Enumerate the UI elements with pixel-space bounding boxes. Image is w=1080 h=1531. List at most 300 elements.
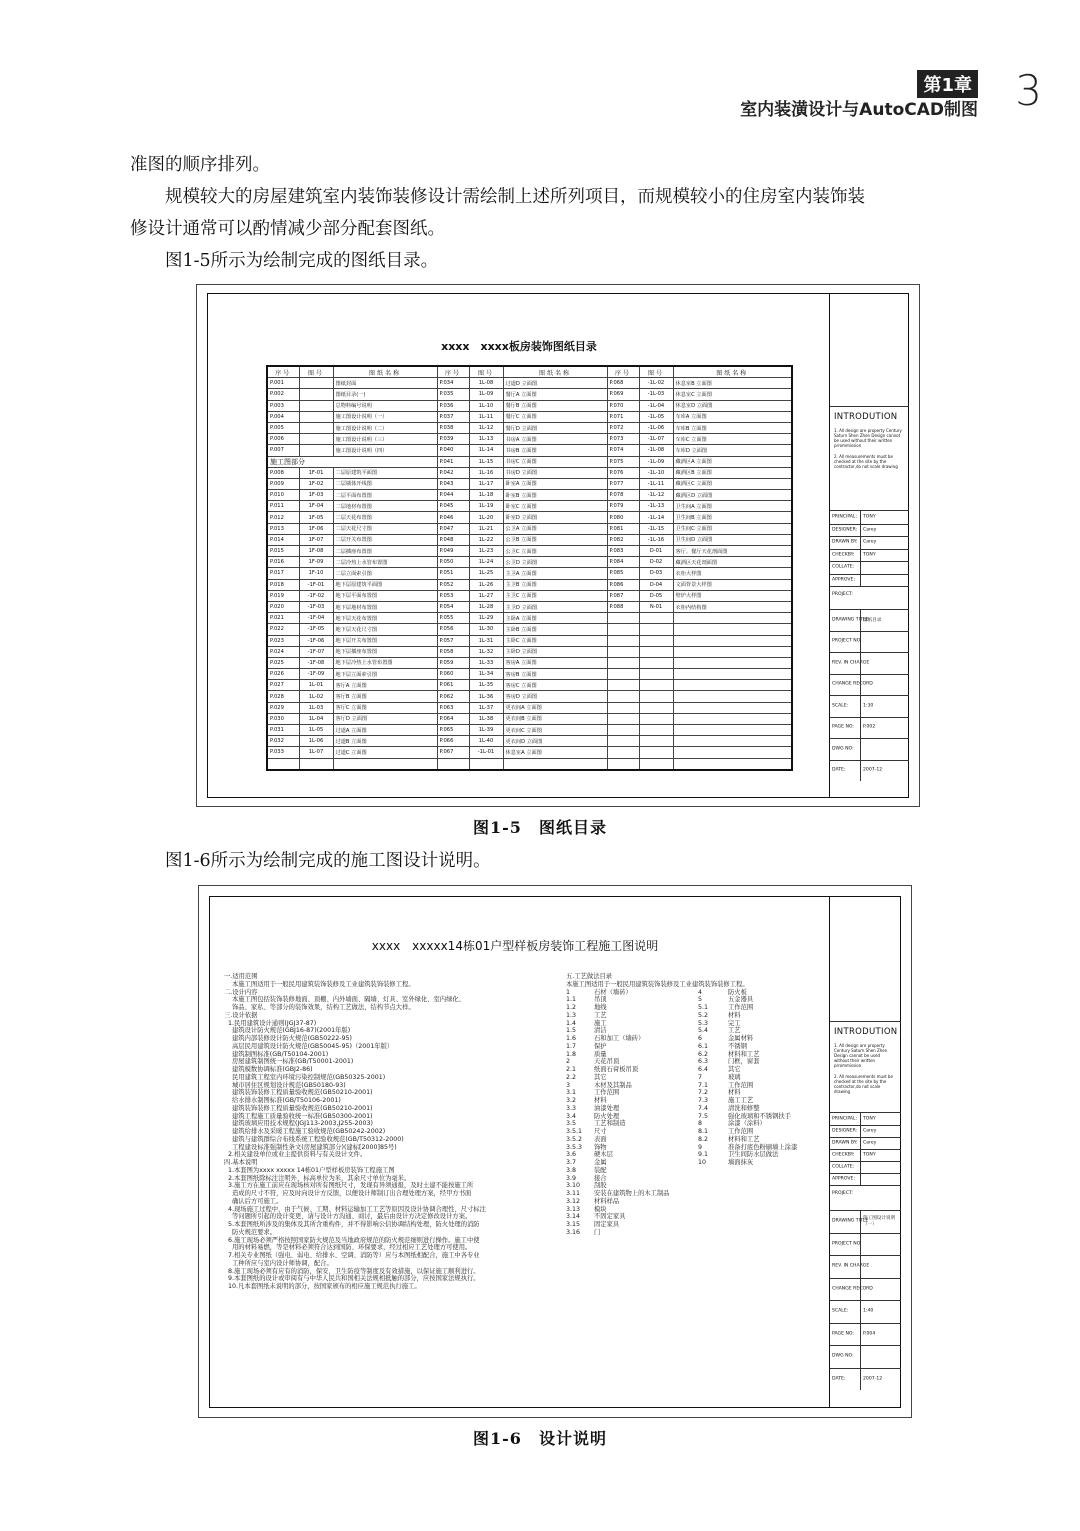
- table-cell: P.035: [437, 389, 469, 400]
- table-cell: -1F-04: [299, 613, 333, 624]
- table-cell: [299, 445, 333, 456]
- table-cell: 施工图设计说明（二）: [333, 422, 437, 433]
- divider: [860, 511, 861, 524]
- table-cell: P.085: [607, 568, 639, 579]
- title-block: [829, 294, 909, 797]
- divider: [860, 738, 861, 760]
- table-cell: 1L-13: [469, 434, 503, 445]
- table-cell: [639, 624, 673, 635]
- title-block-row: [830, 1300, 901, 1324]
- list-item-text: 6: [698, 1035, 703, 1042]
- table-cell: P.055: [437, 613, 469, 624]
- table-cell: P.027: [267, 680, 299, 691]
- table-cell: -1F-03: [299, 601, 333, 612]
- title-block-label: CHANGE RECORD: [832, 681, 873, 687]
- divider: [860, 1345, 861, 1368]
- table-cell: 1F-08: [299, 546, 333, 557]
- list-item-text: 6.1: [698, 1042, 709, 1050]
- divider: [860, 1300, 861, 1323]
- paragraph: 规模较大的房屋建筑室内装饰装修设计需绘制上述所列项目，而规模较小的住房室内装饰装: [130, 187, 865, 207]
- list-item-text: 1.7: [566, 1042, 577, 1050]
- table-row: [267, 747, 792, 758]
- table-cell: 1L-25: [469, 568, 503, 579]
- table-cell: 1L-31: [469, 635, 503, 646]
- table-cell: P.064: [437, 713, 469, 724]
- title-block-value: TONY: [863, 1116, 876, 1122]
- list-item-text: 3.1: [566, 1089, 577, 1097]
- divider: [860, 760, 861, 782]
- table-cell: -1L-07: [639, 434, 673, 445]
- list-item-text: 门: [594, 1228, 601, 1236]
- table-cell: 更衣间D 立面图: [503, 736, 607, 747]
- title-block-value: 1:30: [863, 703, 874, 709]
- list-item-text: 尺寸: [594, 1128, 607, 1135]
- list-item-text: 木材及其制品: [594, 1081, 632, 1089]
- figure-1-5-drawing: [196, 284, 920, 807]
- table-cell: P.004: [267, 411, 299, 422]
- title-block-label: SCALE:: [832, 703, 849, 709]
- table-cell: P.051: [437, 568, 469, 579]
- list-item-text: 墙面抹灰: [728, 1159, 754, 1166]
- table-cell: P.058: [437, 646, 469, 657]
- divider: [860, 1113, 861, 1125]
- table-cell: P.003: [267, 400, 299, 411]
- title-block-value: Carey: [863, 1128, 877, 1134]
- table-cell: 1F-09: [299, 557, 333, 568]
- table-row: [267, 669, 792, 680]
- title-block-row: [830, 1368, 901, 1391]
- table-cell: 主卫A 立面图: [503, 568, 607, 579]
- table-cell: 二层原建筑平面图: [333, 467, 437, 478]
- process-list-title: 五.工艺做法目录: [566, 973, 613, 980]
- table-row: [267, 534, 792, 545]
- table-cell: [639, 758, 673, 770]
- list-item-text: 5.2: [698, 1011, 709, 1019]
- table-cell: 客房D 立面图: [503, 691, 607, 702]
- list-item-text: 5.3: [698, 1019, 709, 1027]
- list-item: [566, 1104, 760, 1113]
- list-item-text: 石和加工（墙砖）: [594, 1035, 645, 1042]
- table-cell: -1L-08: [639, 445, 673, 456]
- table-cell: [639, 713, 673, 724]
- table-cell: P.010: [267, 490, 299, 501]
- table-cell: [639, 725, 673, 736]
- table-cell: 车库D 立面图: [673, 445, 792, 456]
- table-row: [267, 501, 792, 512]
- drawing-title: xxxx xxxxx14栋01户型样板房装饰工程施工图说明: [371, 939, 659, 953]
- table-cell: 1L-09: [469, 389, 503, 400]
- list-item-text: 装配: [594, 1166, 607, 1174]
- table-cell: 1L-34: [469, 669, 503, 680]
- table-cell: -1L-16: [639, 534, 673, 545]
- list-item-text: 不锈钢: [728, 1042, 747, 1050]
- table-cell: P.034: [437, 378, 469, 389]
- table-cell: P.083: [607, 546, 639, 557]
- list-item-text: 3: [566, 1081, 571, 1089]
- table-row: [267, 590, 792, 601]
- table-row: [267, 702, 792, 713]
- table-cell: 1L-35: [469, 680, 503, 691]
- table-cell: P.084: [607, 557, 639, 568]
- title-block-row: [830, 1233, 901, 1257]
- table-cell: 客厅C 立面图: [333, 702, 437, 713]
- table-cell: -1F-07: [299, 646, 333, 657]
- table-cell: P.041: [437, 456, 469, 467]
- list-item-text: 工作范围: [728, 1004, 754, 1011]
- list-item-text: 模块: [594, 1205, 607, 1213]
- drawing-frame: [207, 293, 909, 798]
- table-cell: 地下层开关布置图: [333, 635, 437, 646]
- divider: [860, 549, 861, 562]
- list-item-text: 1.4: [566, 1019, 577, 1027]
- list-item-text: 6.2: [698, 1050, 709, 1058]
- table-cell: 更衣间B 立面图: [503, 713, 607, 724]
- table-cell: P.057: [437, 635, 469, 646]
- table-cell: P.073: [607, 434, 639, 445]
- table-cell: 过道D 立面图: [503, 378, 607, 389]
- title-block-row: [830, 1255, 901, 1279]
- list-item: [566, 1012, 749, 1020]
- table-cell: -1L-05: [639, 411, 673, 422]
- list-item: [566, 1097, 754, 1105]
- list-item: [566, 1221, 749, 1229]
- table-cell: 1L-08: [469, 378, 503, 389]
- list-item-text: 石材（墙砖）: [594, 988, 632, 996]
- table-cell: 藏酒区D 立面图: [673, 490, 792, 501]
- list-item-text: 防火板: [728, 988, 747, 996]
- table-cell: -1L-14: [639, 512, 673, 523]
- table-cell: 地下层天花尺寸图: [333, 624, 437, 635]
- title-block-row: [830, 717, 909, 740]
- table-cell: [333, 758, 437, 770]
- list-item-text: 3.8: [566, 1166, 577, 1174]
- list-item-text: 3.10: [566, 1182, 581, 1190]
- list-item: [566, 996, 754, 1004]
- table-cell: P.079: [607, 501, 639, 512]
- divider: [860, 574, 861, 587]
- table-cell: 1L-07: [299, 747, 333, 758]
- table-cell: 1L-22: [469, 534, 503, 545]
- table-cell: [437, 758, 469, 770]
- title-block-row: [830, 511, 909, 525]
- paragraph: 图1-5所示为绘制完成的图纸目录。: [130, 251, 439, 271]
- list-item-text: 1.6: [566, 1035, 577, 1042]
- table-cell: -1L-09: [639, 456, 673, 467]
- table-cell: 1L-15: [469, 456, 503, 467]
- table-cell: [639, 691, 673, 702]
- table-cell: 藏酒区天花剖面图: [673, 557, 792, 568]
- list-item-text: 材料: [728, 1011, 741, 1019]
- drawing-title: xxxx xxxx板房装饰图纸目录: [441, 340, 597, 353]
- table-cell: [673, 758, 792, 770]
- table-cell: -1L-01: [469, 747, 503, 758]
- table-cell: 1L-27: [469, 590, 503, 601]
- list-item: [566, 1035, 754, 1043]
- list-item-text: 门框，窗套: [728, 1058, 760, 1066]
- table-cell: 餐厅B 立面图: [503, 400, 607, 411]
- divider: [860, 1368, 861, 1391]
- title-block-label: DATE:: [832, 767, 846, 773]
- table-cell: [299, 758, 333, 770]
- list-item-text: 工作范围: [728, 1128, 754, 1135]
- table-cell: 1L-05: [299, 725, 333, 736]
- title-block-label: PAGE NO:: [832, 724, 854, 730]
- table-cell: 文面背景大样图: [673, 579, 792, 590]
- list-item-text: 3.6: [566, 1151, 577, 1159]
- table-cell: 休息室B 立面图: [673, 378, 792, 389]
- divider: [860, 524, 861, 537]
- table-cell: 1F-05: [299, 512, 333, 523]
- table-row: [267, 713, 792, 724]
- list-item-text: 油漆处理: [594, 1104, 620, 1112]
- table-cell: D-04: [639, 579, 673, 590]
- list-item: [566, 1213, 749, 1221]
- title-block-label: CHANGE RECORD: [832, 1286, 873, 1292]
- table-cell: 藏酒区C 立面图: [673, 478, 792, 489]
- table-cell: P.048: [437, 534, 469, 545]
- table-row: [267, 478, 792, 489]
- table-cell: 过道A 立面图: [333, 725, 437, 736]
- title-block-label: PROJECT:: [832, 1191, 853, 1196]
- table-row: [267, 758, 792, 770]
- table-row: [267, 601, 792, 612]
- table-cell: P.025: [267, 657, 299, 668]
- table-cell: 1L-04: [299, 713, 333, 724]
- table-cell: 壁炉大样图: [673, 590, 792, 601]
- table-cell: [299, 400, 333, 411]
- table-cell: P.046: [437, 512, 469, 523]
- table-cell: [607, 613, 639, 624]
- figure-caption: 图1-6 设计说明: [473, 1429, 607, 1448]
- table-row: [267, 389, 792, 400]
- column-header: 图纸名称: [673, 366, 792, 378]
- list-item-text: 9: [698, 1143, 703, 1151]
- table-cell: 主卧C 立面图: [503, 635, 607, 646]
- table-cell: P.049: [437, 546, 469, 557]
- title-block-row: [830, 536, 909, 550]
- list-item-text: 工作范围: [728, 1081, 754, 1089]
- table-row: [267, 546, 792, 557]
- table-cell: P.038: [437, 422, 469, 433]
- table-cell: P.031: [267, 725, 299, 736]
- intro-heading: INTRODUTION: [834, 412, 898, 422]
- table-cell: [607, 657, 639, 668]
- table-cell: P.053: [437, 590, 469, 601]
- table-cell: P.042: [437, 467, 469, 478]
- table-cell: 1L-14: [469, 445, 503, 456]
- table-row: [267, 456, 792, 467]
- table-cell: 过道C 立面图: [333, 747, 437, 758]
- table-cell: -1L-06: [639, 422, 673, 433]
- list-item-text: 7.3: [698, 1097, 709, 1104]
- list-item-text: 5.4: [698, 1027, 709, 1035]
- list-item-text: 接合: [594, 1174, 607, 1182]
- title-block-label: DRAWN BY:: [832, 539, 858, 545]
- divider: [860, 1149, 861, 1161]
- table-cell: 1L-32: [469, 646, 503, 657]
- title-block-row: [830, 760, 909, 782]
- table-cell: 1L-21: [469, 523, 503, 534]
- table-cell: 1L-36: [469, 691, 503, 702]
- list-item: [566, 1167, 749, 1175]
- table-cell: 卧室C 立面图: [503, 501, 607, 512]
- table-cell: [503, 758, 607, 770]
- table-cell: 客房B 立面图: [503, 669, 607, 680]
- table-cell: 卫生间A 立面图: [673, 501, 792, 512]
- table-cell: P.006: [267, 434, 299, 445]
- table-cell: P.071: [607, 411, 639, 422]
- table-cell: 书房A 立面图: [503, 434, 607, 445]
- list-item-text: 其它: [728, 1066, 741, 1073]
- table-row: [267, 434, 792, 445]
- table-cell: -1L-13: [639, 501, 673, 512]
- table-cell: 二层天花布置图: [333, 512, 437, 523]
- list-item: [566, 1128, 754, 1136]
- table-cell: 卫生间D 立面图: [673, 534, 792, 545]
- divider: [860, 561, 861, 574]
- table-cell: 1L-40: [469, 736, 503, 747]
- divider: [860, 1278, 861, 1301]
- list-item-text: 9.1: [698, 1151, 709, 1159]
- list-item-text: 硬木层: [594, 1151, 613, 1159]
- intro-note: 2. All measurements must be checked at the site by the contractor,do not scale drawing: [834, 1074, 893, 1094]
- table-cell: 1F-04: [299, 501, 333, 512]
- table-cell: D-05: [639, 590, 673, 601]
- table-cell: P.082: [607, 534, 639, 545]
- table-cell: 地下层天花布置图: [333, 613, 437, 624]
- process-list-intro: 本施工图适用于一般民用建筑装饰装修及工业建筑装饰装修工程。: [566, 980, 749, 988]
- list-item-text: 5: [698, 996, 703, 1004]
- list-item-text: 7.5: [698, 1112, 709, 1120]
- table-cell: D-01: [639, 546, 673, 557]
- title-block-row: [830, 695, 909, 718]
- table-cell: P.024: [267, 646, 299, 657]
- list-item-text: 6.3: [698, 1058, 709, 1066]
- table-cell: 二层立面索引图: [333, 568, 437, 579]
- table-row: [267, 725, 792, 736]
- table-cell: 1L-26: [469, 579, 503, 590]
- title-block-label: COLLATE:: [832, 564, 855, 570]
- title-block-row: [830, 631, 909, 654]
- table-cell: 地下层冷热上水管布置图: [333, 657, 437, 668]
- table-cell: 客厅B 立面图: [333, 691, 437, 702]
- table-cell: [673, 747, 792, 758]
- intro-note: 1. All design are property Century Saturn Shen Zhen Design cannot be used without their written prrommission: [834, 1043, 888, 1068]
- table-cell: P.045: [437, 501, 469, 512]
- table-row: [267, 579, 792, 590]
- table-cell: 二层墙体开线图: [333, 478, 437, 489]
- table-row: [267, 635, 792, 646]
- title-block-row: [830, 586, 909, 610]
- table-cell: -1F-09: [299, 669, 333, 680]
- list-item-text: 8: [698, 1120, 703, 1128]
- table-row: [267, 400, 792, 411]
- table-cell: P.014: [267, 534, 299, 545]
- list-item-text: 3.2: [566, 1097, 577, 1104]
- table-cell: [673, 657, 792, 668]
- table-cell: [607, 691, 639, 702]
- title-block-value: Carey: [863, 539, 877, 545]
- list-item-text: 纸面石膏板吊顶: [594, 1066, 639, 1073]
- list-item-text: 玻璃: [728, 1073, 741, 1081]
- list-item-text: 工作范围: [594, 1089, 620, 1097]
- list-item-text: 地线: [594, 1004, 607, 1011]
- table-cell: 二层插座布置图: [333, 546, 437, 557]
- table-cell: [673, 680, 792, 691]
- table-cell: [607, 736, 639, 747]
- table-cell: 过道B 立面图: [333, 736, 437, 747]
- table-cell: 卧室B 立面图: [503, 490, 607, 501]
- list-item-text: 材料: [728, 1089, 741, 1097]
- title-block-row: [830, 1323, 901, 1347]
- table-cell: 1F-06: [299, 523, 333, 534]
- title-block-label: PROJECT NO.: [832, 1241, 862, 1247]
- list-item-text: 天花吊顶: [594, 1058, 620, 1066]
- list-item: [566, 1151, 779, 1159]
- title-block-value: TONY: [863, 552, 876, 558]
- title-block-value: 2007-12: [863, 1376, 883, 1382]
- table-cell: P.072: [607, 422, 639, 433]
- list-item-text: 7.1: [698, 1081, 709, 1089]
- list-item: [566, 1066, 749, 1074]
- table-cell: [639, 680, 673, 691]
- divider: [860, 1323, 861, 1346]
- drawing-frame: [209, 896, 901, 1408]
- list-item-text: 五金器具: [728, 996, 754, 1004]
- table-cell: P.054: [437, 601, 469, 612]
- list-item: [566, 1190, 749, 1198]
- table-header-row: [267, 366, 792, 378]
- list-item-text: 工艺: [728, 1027, 741, 1035]
- title-block-value: P.004: [863, 1331, 876, 1337]
- list-item-text: 3.12: [566, 1197, 581, 1205]
- table-cell: [673, 624, 792, 635]
- table-cell: P.012: [267, 512, 299, 523]
- table-cell: P.050: [437, 557, 469, 568]
- title-block-row: [830, 1210, 901, 1234]
- table-cell: [299, 411, 333, 422]
- table-cell: P.039: [437, 434, 469, 445]
- list-item-text: 安装在建筑物上的木工制品: [594, 1190, 670, 1197]
- table-cell: 1L-39: [469, 725, 503, 736]
- table-cell: [673, 702, 792, 713]
- list-item-text: 施工: [594, 1019, 607, 1027]
- table-cell: 二层平面布置图: [333, 490, 437, 501]
- table-row: [267, 680, 792, 691]
- table-cell: [607, 646, 639, 657]
- table-cell: P.076: [607, 467, 639, 478]
- divider: [860, 652, 861, 674]
- table-cell: 地下层立面索引图: [333, 669, 437, 680]
- title-block-row: [830, 1345, 901, 1369]
- list-item: [566, 1159, 754, 1167]
- title-block-row: [830, 1021, 901, 1113]
- title-block-label: DRAWING TITLE: [832, 1218, 869, 1224]
- book-title: 室内装潢设计与AutoCAD制图: [740, 100, 978, 120]
- list-item-text: 质量: [594, 1050, 607, 1058]
- title-block-value: P.002: [863, 724, 876, 730]
- table-cell: -1L-04: [639, 400, 673, 411]
- list-item-text: 3.5.3: [566, 1143, 583, 1151]
- title-block-label: DRAWING TITLE: [832, 617, 869, 623]
- table-cell: 卫生间C 立面图: [673, 523, 792, 534]
- list-item-text: 1.2: [566, 1004, 577, 1011]
- table-cell: P.032: [267, 736, 299, 747]
- table-cell: 1L-12: [469, 422, 503, 433]
- table-row: [267, 490, 792, 501]
- list-item-text: 1.3: [566, 1011, 577, 1019]
- list-item-text: 3.11: [566, 1190, 581, 1197]
